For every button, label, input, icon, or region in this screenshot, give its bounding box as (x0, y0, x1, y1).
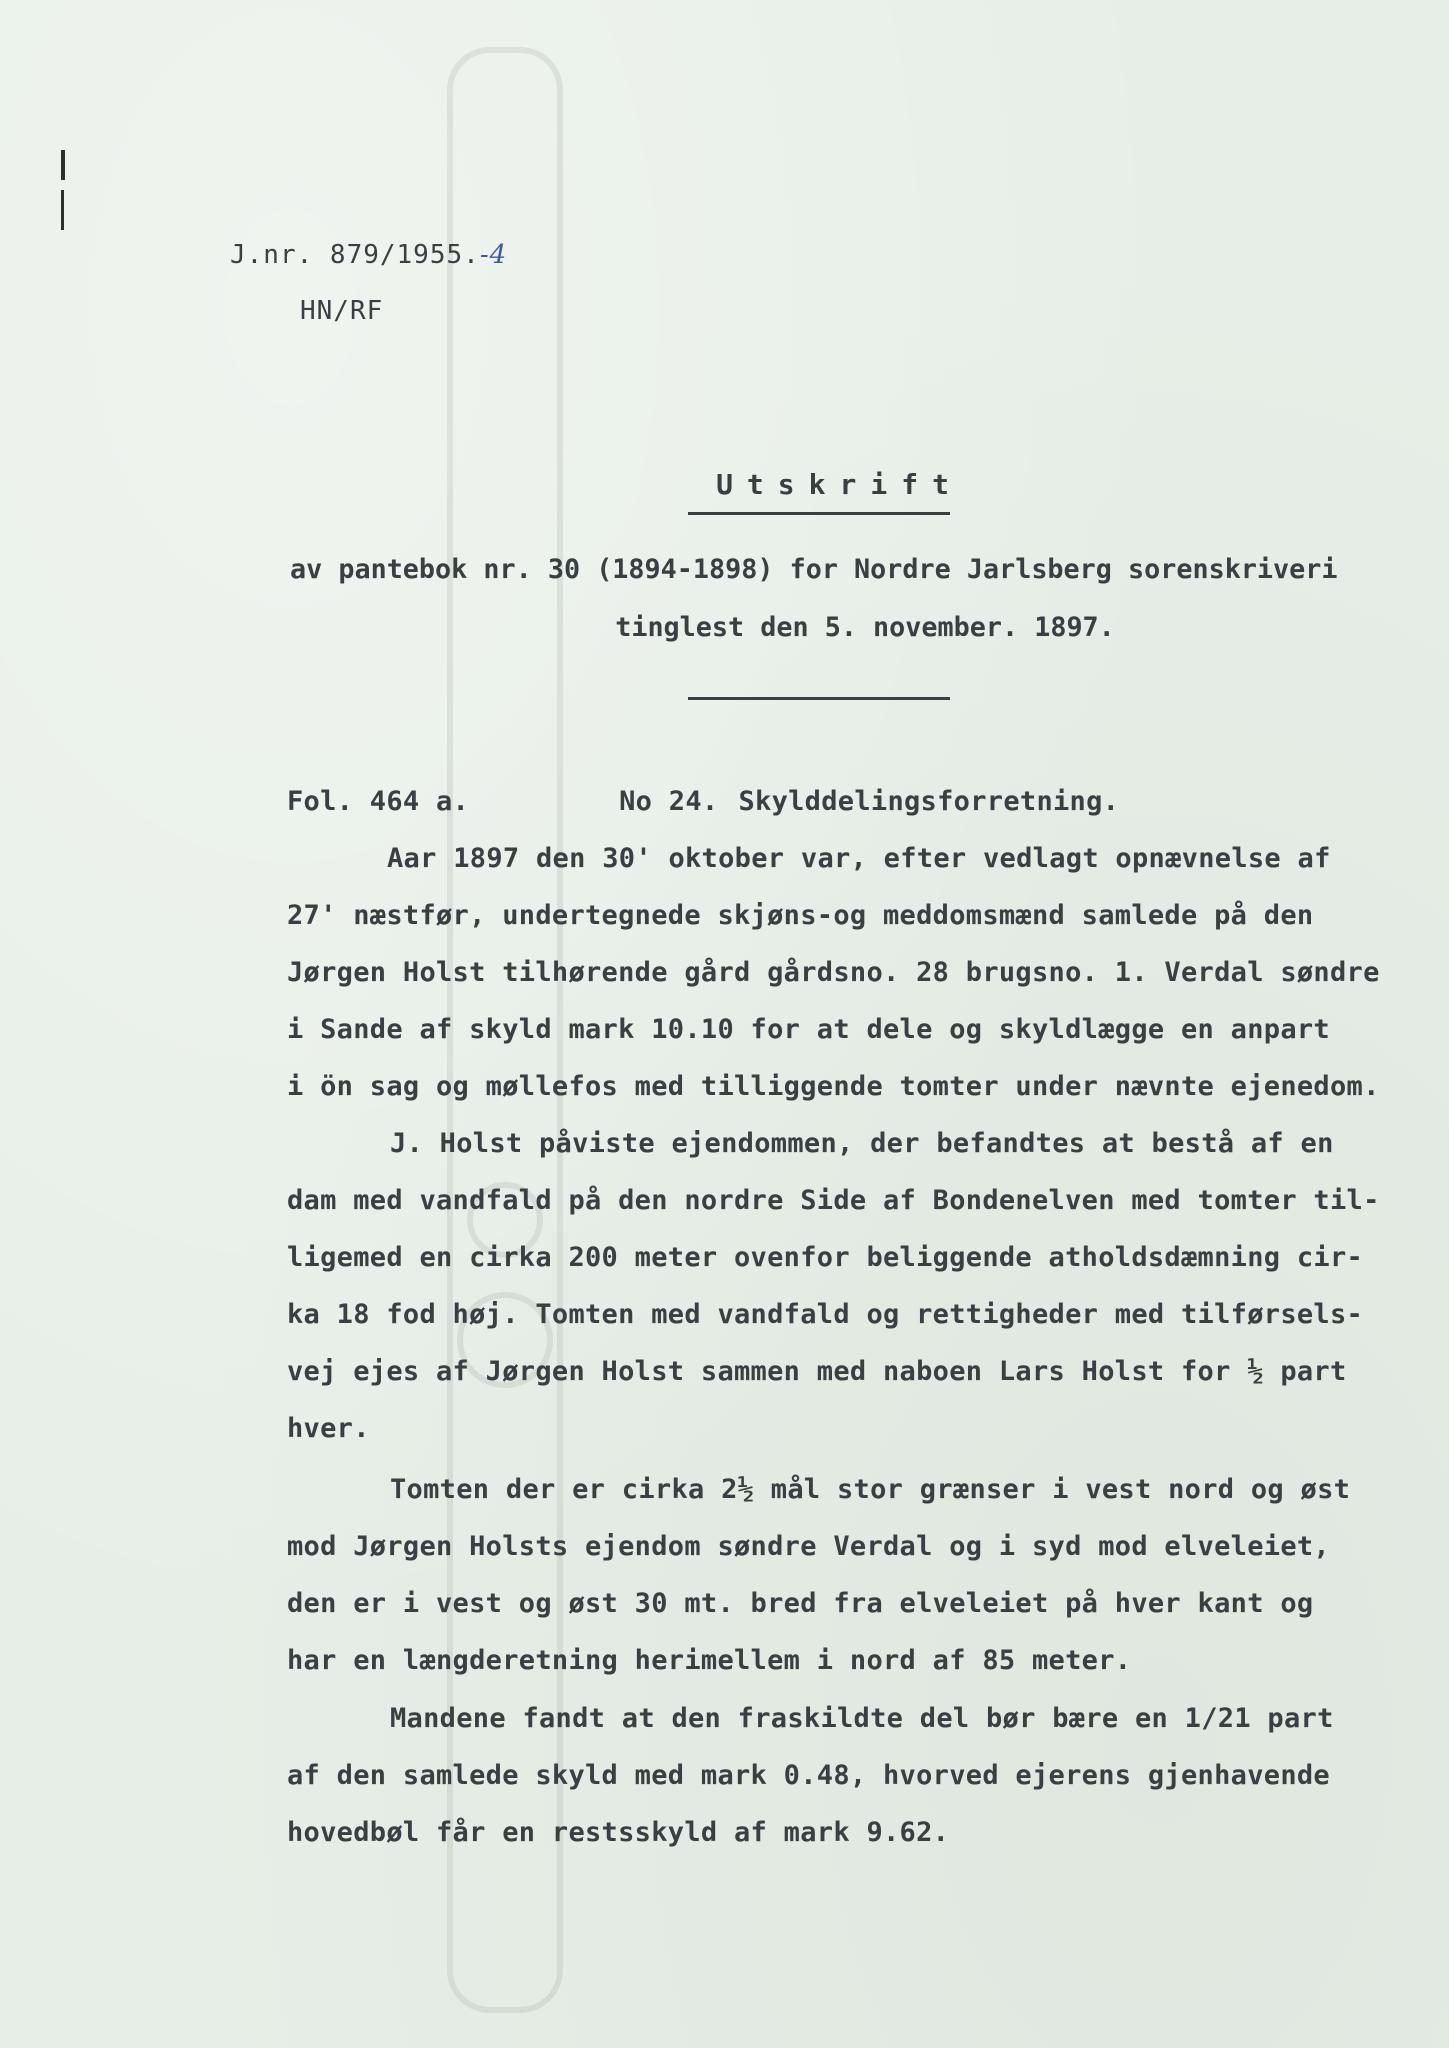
section-divider (688, 697, 950, 700)
initials: HN/RF (300, 296, 384, 326)
punch-mark-bottom (61, 190, 64, 230)
subtitle-line-2: tinglest den 5. november. 1897. (615, 612, 1115, 643)
body-line: Jørgen Holst tilhørende gård gårdsno. 28 brugsno. 1. Verdal søndre (287, 957, 1380, 988)
body-line: Aar 1897 den 30' oktober var, efter vedlagt opnævnelse af (387, 843, 1331, 874)
handwritten-suffix: -4 (479, 240, 508, 270)
entry-heading: Skylddelingsforretning. (738, 786, 1120, 817)
body-line: i ön sag og møllefos med tilliggende tomter under nævnte ejenedom. (287, 1071, 1380, 1102)
body-line: dam med vandfald på den nordre Side af Bondenelven med tomter til- (287, 1185, 1380, 1216)
entry-header (287, 786, 1119, 817)
body-line: Mandene fandt at den fraskildte del bør bære en 1/21 part (390, 1703, 1334, 1734)
body-line: ligemed en cirka 200 meter ovenfor beliggende atholdsdæmning cir- (287, 1242, 1364, 1273)
body-line: J. Holst påviste ejendommen, der befandtes at bestå af en (390, 1128, 1334, 1159)
folio-reference: Fol. 464 a. (287, 786, 470, 817)
punch-mark-top (61, 150, 65, 180)
document-title: Utskrift (716, 468, 963, 501)
body-line: hovedbøl får en restsskyld af mark 9.62. (287, 1817, 950, 1848)
subtitle-line-1: av pantebok nr. 30 (1894-1898) for Nordre Jarlsberg sorenskriveri (290, 554, 1338, 585)
body-line: Tomten der er cirka 2½ mål stor grænser i vest nord og øst (390, 1474, 1351, 1505)
body-line: har en længderetning herimellem i nord af 85 meter. (287, 1645, 1132, 1676)
entry-number: No 24. (619, 786, 719, 817)
journal-number: J.nr. 879/1955. (230, 240, 480, 270)
title-underline (688, 512, 950, 515)
body-line: af den samlede skyld med mark 0.48, hvorved ejerens gjenhavende (287, 1760, 1330, 1791)
body-line: ka 18 fod høj. Tomten med vandfald og rettigheder med tilførsels- (287, 1299, 1364, 1330)
body-line: 27' næstfør, undertegnede skjøns-og meddomsmænd samlede på den (287, 900, 1314, 931)
body-line: hver. (287, 1413, 370, 1444)
body-line: vej ejes af Jørgen Holst sammen med naboen Lars Holst for ½ part (287, 1356, 1347, 1387)
body-line: i Sande af skyld mark 10.10 for at dele og skyldlægge en anpart (287, 1014, 1330, 1045)
journal-number-line (230, 240, 507, 270)
body-line: den er i vest og øst 30 mt. bred fra elveleiet på hver kant og (287, 1588, 1314, 1619)
body-line: mod Jørgen Holsts ejendom søndre Verdal og i syd mod elveleiet, (287, 1531, 1330, 1562)
